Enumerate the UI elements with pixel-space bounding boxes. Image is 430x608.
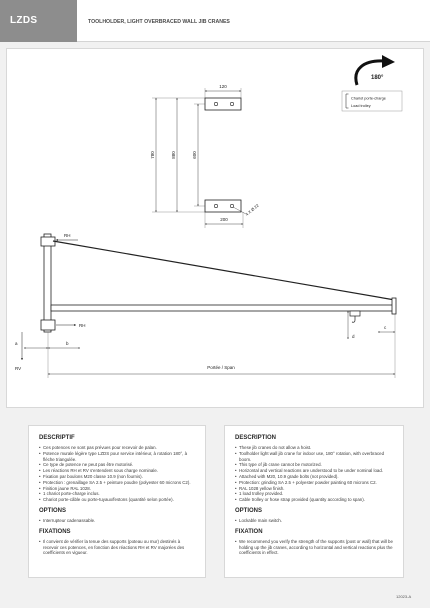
list-item: • Ce type de potence ne peut pas être motorisé. — [39, 462, 195, 468]
dim-top-width: 120 — [219, 84, 227, 89]
list-item: • Les réactions RH et RV s'entendent sous charge nominale. — [39, 468, 195, 474]
drawing-panel — [6, 48, 424, 408]
description-list — [235, 445, 393, 503]
span-label: Portée / Span — [207, 365, 235, 370]
crane-brace — [53, 241, 395, 300]
list-item: • Chariot porte-câble ou porte-tuyaux/festons (quantité selon portée). — [39, 497, 195, 503]
list-item: • Interrupteur cadenassable. — [39, 518, 195, 524]
list-item: • Protection: grinding SA 2.5 + polyester powder painting 60 microns C2. — [235, 480, 393, 486]
descriptif-heading: DESCRIPTIF — [39, 435, 75, 441]
list-item: • Protection : grenaillage SA 2.5 + peinture poudre (polyester 60 microns C2). — [39, 480, 195, 486]
fixation-heading-en: FIXATION — [235, 528, 263, 535]
list-item: • Cable trolley or hose strap provided (quantity according to span). — [235, 497, 393, 503]
list-item: • Potence murale légère type LZDS pour service intérieur, à rotation 180°, à flèche triangulée. — [39, 451, 195, 463]
fixations-section-fr — [39, 529, 195, 556]
dim-height-1: 780 — [150, 151, 155, 159]
dim-b-label: b — [66, 341, 69, 346]
technical-drawing — [6, 48, 424, 408]
hook-icon — [352, 316, 355, 322]
list-item: • Horizontal and vertical reactions are understood to be under nominal load. — [235, 468, 393, 474]
crane-mast — [44, 234, 51, 332]
list-item: • Toolholder light wall jib crane for indoor use, 180° rotation, with overbraced boom. — [235, 451, 393, 463]
options-list-fr — [39, 518, 195, 524]
options-section-fr — [39, 508, 195, 524]
page-title: TOOLHOLDER, LIGHT OVERBRACED WALL JIB CRANES — [88, 19, 230, 25]
rh-bottom-label: RH — [79, 323, 86, 328]
list-item: • Attached with M20, 10.9 grade bolts (not provided). — [235, 474, 393, 480]
holes-label: 4 X Ø 22 — [244, 202, 260, 217]
dim-c-label: c — [384, 325, 387, 330]
list-item: • 1 load trolley provided. — [235, 491, 393, 497]
fixations-heading-fr: FIXATIONS — [39, 528, 71, 535]
list-item: • Il convient de vérifier la tenue des supports (poteau ou mur) destinés à recevoir ces potences, en fonction des réactions RH et RV majorées des coefficients en vigueur. — [39, 539, 195, 556]
rotation-label: 180° — [371, 75, 384, 81]
list-item: • RAL 1028 yellow finish. — [235, 486, 393, 492]
list-item: • These jib cranes do not allow a hoist. — [235, 445, 393, 451]
dim-a-label: a — [15, 341, 18, 346]
rv-label: RV — [15, 366, 22, 371]
rh-top-label: RH — [64, 233, 71, 238]
fixation-list-en — [235, 539, 393, 556]
list-item: • Finition jaune RAL 1028. — [39, 486, 195, 492]
product-code-block — [0, 0, 77, 42]
list-item: • Fixation par boulons M20 classe 10.9 (non fournis). — [39, 474, 195, 480]
legend-box — [342, 91, 402, 111]
list-item: • Lockable main switch. — [235, 518, 393, 524]
product-code: LZDS — [10, 15, 38, 26]
options-section-en — [235, 508, 393, 524]
crane-bottom-pivot — [41, 320, 55, 330]
descriptif-section — [39, 435, 195, 503]
descriptif-panel — [28, 425, 206, 578]
description-panel — [224, 425, 404, 578]
list-item: • This type of jib crane cannot be motorized. — [235, 462, 393, 468]
descriptif-list — [39, 445, 195, 503]
bracket-hole — [230, 102, 233, 105]
bracket-hole — [214, 102, 217, 105]
dim-bottom-width: 200 — [220, 217, 228, 222]
dim-height-3: 600 — [192, 151, 197, 159]
bracket-bottom-plate — [205, 200, 241, 212]
list-item: • Ces potences ne sont pas prévues pour recevoir de palan. — [39, 445, 195, 451]
crane-top-pivot — [41, 237, 55, 246]
list-item: • We recommend you verify the strength of the supports (post or wall) that will be holding up the jib cranes, according to horizontal and vertical reactions plus the coefficients in effect. — [235, 539, 393, 556]
bracket-top-plate — [205, 98, 241, 110]
rotation-arrow-icon — [356, 55, 395, 85]
crane-jib-beam — [51, 305, 395, 311]
description-section — [235, 435, 393, 503]
crane-end-tie — [392, 298, 396, 314]
options-list-en — [235, 518, 393, 524]
legend-label-en: Load trolley — [351, 104, 371, 108]
options-heading-en: OPTIONS — [235, 507, 263, 514]
fixations-list-fr — [39, 539, 195, 556]
fixation-section-en — [235, 529, 393, 556]
description-heading: DESCRIPTION — [235, 435, 277, 441]
bracket-hole — [214, 204, 217, 207]
legend-label-fr: Chariot porte-charge — [351, 96, 386, 101]
page-header — [0, 0, 430, 42]
options-heading-fr: OPTIONS — [39, 507, 67, 514]
jib-crane-drawing — [15, 233, 396, 378]
load-trolley — [350, 311, 360, 316]
list-item: • 1 chariot porte-charge inclus. — [39, 491, 195, 497]
wall-bracket-drawing — [150, 84, 260, 228]
dim-d-label: d — [352, 334, 355, 339]
dim-height-2: 880 — [171, 151, 176, 159]
document-reference: 12023-A — [396, 594, 412, 599]
